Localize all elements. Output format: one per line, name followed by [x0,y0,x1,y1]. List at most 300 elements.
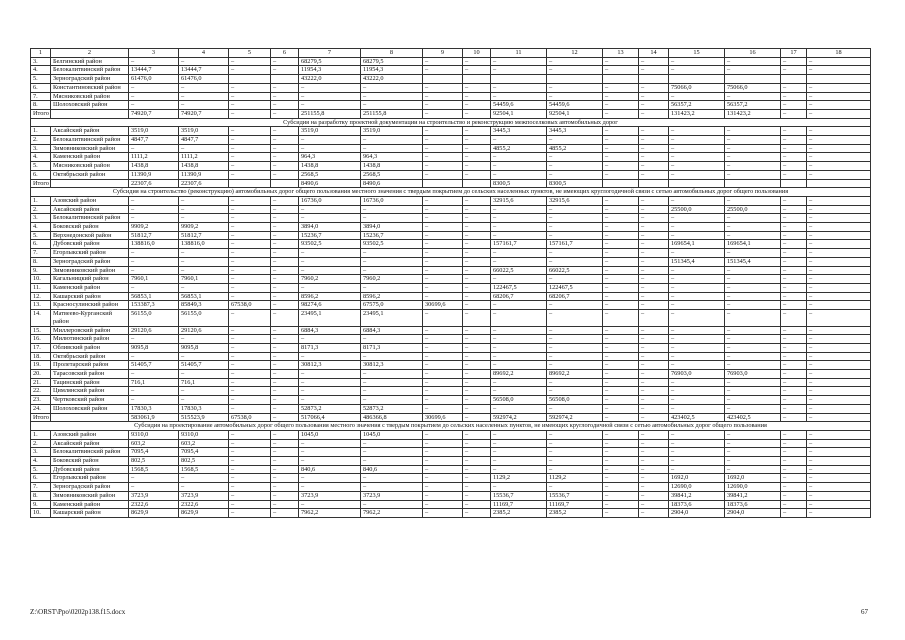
value-cell: – [725,352,781,361]
value-cell: 61476,0 [129,75,179,84]
row-number: 3. [31,144,51,153]
table-row [31,205,871,214]
value-cell: 251155,8 [299,109,361,118]
value-cell: – [271,465,299,474]
value-cell: – [299,457,361,466]
value-cell: 1111,2 [129,153,179,162]
value-cell: – [229,343,271,352]
value-cell: – [491,326,547,335]
value-cell: – [229,66,271,75]
value-cell: – [491,92,547,101]
value-cell: – [669,310,725,326]
value-cell: – [491,404,547,413]
value-cell: – [463,57,491,66]
value-cell: – [229,292,271,301]
value-cell: 11390,9 [179,170,229,179]
value-cell: 11954,3 [299,66,361,75]
value-cell: – [423,370,463,379]
value-cell: – [423,491,463,500]
value-cell: 138816,0 [179,240,229,249]
value-cell: – [669,361,725,370]
value-cell: – [129,396,179,405]
value-cell: 9909,2 [179,223,229,232]
value-cell: – [547,57,603,66]
value-cell: – [547,457,603,466]
value-cell: – [639,396,669,405]
value-cell: – [669,430,725,439]
value-cell: – [807,352,871,361]
value-cell: – [361,101,423,110]
district-name: Миллеровский район [51,326,129,335]
value-cell: 30812,3 [361,361,423,370]
value-cell: – [491,343,547,352]
value-cell: – [781,301,807,310]
row-number: 6. [31,474,51,483]
value-cell: 603,2 [179,439,229,448]
value-cell: – [423,57,463,66]
district-name: Дубовский район [51,240,129,249]
value-cell: 9095,8 [179,343,229,352]
value-cell: – [781,249,807,258]
value-cell: – [669,439,725,448]
table-row [31,483,871,492]
value-cell: 3894,0 [361,223,423,232]
value-cell: – [603,387,639,396]
value-cell: – [271,387,299,396]
district-name: Тарасовский район [51,370,129,379]
value-cell: – [463,326,491,335]
table-row [31,249,871,258]
value-cell: – [491,335,547,344]
table-row [31,387,871,396]
value-cell [603,179,639,188]
table-row [31,66,871,75]
value-cell: 22307,6 [179,179,229,188]
value-cell: – [423,170,463,179]
header-cell: 16 [725,49,781,58]
value-cell: – [725,196,781,205]
value-cell [639,179,669,188]
value-cell: – [669,352,725,361]
value-cell: – [669,266,725,275]
value-cell: – [603,109,639,118]
value-cell: – [603,310,639,326]
value-cell: – [463,310,491,326]
value-cell: – [807,430,871,439]
value-cell: – [229,223,271,232]
value-cell: – [603,205,639,214]
value-cell: – [603,249,639,258]
table-row [31,275,871,284]
value-cell: – [423,396,463,405]
value-cell: – [547,205,603,214]
value-cell: – [179,396,229,405]
value-cell: – [547,352,603,361]
value-cell: – [781,162,807,171]
value-cell: 1129,2 [491,474,547,483]
value-cell: – [271,352,299,361]
value-cell: – [229,101,271,110]
value-cell: – [807,509,871,518]
value-cell: – [491,465,547,474]
district-name [51,179,129,188]
value-cell: 66022,5 [547,266,603,275]
value-cell: – [423,92,463,101]
value-cell: – [129,144,179,153]
value-cell: 157161,7 [547,240,603,249]
row-number: 2. [31,439,51,448]
value-cell: – [725,266,781,275]
value-cell: 138816,0 [129,240,179,249]
district-name: Пролетарский район [51,361,129,370]
value-cell: – [639,335,669,344]
value-cell: – [229,92,271,101]
value-cell: – [423,223,463,232]
value-cell: – [547,483,603,492]
value-cell: 76903,0 [725,370,781,379]
value-cell: – [603,153,639,162]
value-cell: – [271,153,299,162]
value-cell: 56357,2 [725,101,781,110]
value-cell: – [179,257,229,266]
value-cell: 11390,9 [129,170,179,179]
row-number: 2. [31,205,51,214]
value-cell: – [807,249,871,258]
row-number: 5. [31,162,51,171]
value-cell: – [639,301,669,310]
row-number: 7. [31,249,51,258]
value-cell: – [229,170,271,179]
header-cell: 3 [129,49,179,58]
value-cell: – [423,404,463,413]
value-cell: – [639,162,669,171]
table-row [31,101,871,110]
value-cell: – [463,170,491,179]
value-cell: – [463,283,491,292]
value-cell: – [725,361,781,370]
value-cell: – [547,136,603,145]
value-cell: – [229,335,271,344]
value-cell: – [229,205,271,214]
table-row [31,370,871,379]
row-number: 6. [31,240,51,249]
value-cell: – [423,101,463,110]
value-cell: – [725,214,781,223]
value-cell: – [807,483,871,492]
value-cell: – [781,370,807,379]
value-cell: – [423,136,463,145]
value-cell: 7095,4 [129,448,179,457]
value-cell: – [271,396,299,405]
value-cell: – [129,249,179,258]
value-cell: – [491,223,547,232]
district-name: Чертковский район [51,396,129,405]
value-cell: – [361,92,423,101]
value-cell: 15236,7 [299,231,361,240]
value-cell: – [271,500,299,509]
value-cell: – [271,127,299,136]
value-cell: 1438,8 [299,162,361,171]
value-cell: – [781,474,807,483]
value-cell: – [639,310,669,326]
value-cell: – [807,439,871,448]
district-name: Зерноградский район [51,257,129,266]
value-cell: – [463,240,491,249]
value-cell: – [463,378,491,387]
value-cell: – [271,335,299,344]
value-cell: – [603,196,639,205]
value-cell: – [807,214,871,223]
value-cell: – [463,196,491,205]
value-cell: – [807,170,871,179]
value-cell: 18373,6 [669,500,725,509]
value-cell: – [781,205,807,214]
value-cell: – [725,404,781,413]
row-number: 1. [31,196,51,205]
value-cell: – [547,439,603,448]
value-cell: 1129,2 [547,474,603,483]
district-name: Мясниковский район [51,92,129,101]
value-cell: – [271,343,299,352]
value-cell: – [807,310,871,326]
value-cell: – [807,335,871,344]
value-cell: – [129,483,179,492]
value-cell: – [781,153,807,162]
value-cell: – [423,448,463,457]
value-cell: – [669,170,725,179]
value-cell: 39841,2 [669,491,725,500]
value-cell: – [423,500,463,509]
value-cell: – [669,127,725,136]
value-cell [781,179,807,188]
value-cell: – [547,378,603,387]
value-cell: – [129,370,179,379]
row-number: 9. [31,266,51,275]
value-cell: – [299,378,361,387]
value-cell [603,75,639,84]
value-cell: – [547,162,603,171]
value-cell: 89692,2 [491,370,547,379]
value-cell: 25500,0 [725,205,781,214]
value-cell: – [669,457,725,466]
value-cell: – [361,396,423,405]
value-cell: – [463,214,491,223]
row-number: 2. [31,136,51,145]
value-cell: – [423,127,463,136]
value-cell: – [807,326,871,335]
value-cell: – [229,162,271,171]
value-cell: – [423,352,463,361]
value-cell: – [299,214,361,223]
district-name: Верхнедонской район [51,231,129,240]
value-cell: – [603,170,639,179]
value-cell: – [807,92,871,101]
value-cell: – [361,144,423,153]
value-cell: – [491,83,547,92]
value-cell: – [491,153,547,162]
value-cell: – [179,483,229,492]
value-cell: 2322,6 [179,500,229,509]
value-cell: – [781,257,807,266]
value-cell: – [547,249,603,258]
value-cell: – [603,483,639,492]
row-number: 1. [31,127,51,136]
value-cell: – [423,205,463,214]
value-cell: – [463,396,491,405]
value-cell: – [491,57,547,66]
value-cell: 56853,1 [179,292,229,301]
value-cell: – [547,343,603,352]
value-cell: 2568,5 [299,170,361,179]
value-cell: 1438,8 [129,162,179,171]
value-cell: – [807,448,871,457]
value-cell: – [781,343,807,352]
value-cell: 3519,0 [179,127,229,136]
value-cell: – [463,343,491,352]
value-cell: – [299,387,361,396]
value-cell: – [639,92,669,101]
header-cell: 8 [361,49,423,58]
value-cell: – [639,205,669,214]
value-cell: – [463,257,491,266]
value-cell: – [807,162,871,171]
value-cell: – [423,257,463,266]
value-cell: 8171,3 [361,343,423,352]
value-cell [229,179,271,188]
table-row [31,83,871,92]
value-cell: – [781,378,807,387]
value-cell: – [603,214,639,223]
value-cell: 1568,5 [179,465,229,474]
value-cell: – [491,66,547,75]
value-cell: – [781,396,807,405]
table-row [31,231,871,240]
value-cell: – [603,240,639,249]
value-cell: 75066,0 [669,83,725,92]
district-name: Зимовниковский район [51,144,129,153]
value-cell: – [547,430,603,439]
value-cell: 56508,0 [547,396,603,405]
value-cell: – [725,127,781,136]
value-cell: – [781,196,807,205]
value-cell: – [639,378,669,387]
district-name: Октябрьский район [51,352,129,361]
value-cell: – [271,361,299,370]
header-cell: 1 [31,49,51,58]
row-number: 24. [31,404,51,413]
value-cell: 67538,0 [229,413,271,422]
value-cell: – [361,266,423,275]
value-cell: – [491,448,547,457]
value-cell: – [807,57,871,66]
district-name: Каменский район [51,283,129,292]
value-cell: – [603,509,639,518]
value-cell: 22307,6 [129,179,179,188]
value-cell [463,179,491,188]
value-cell: – [639,109,669,118]
value-cell: – [423,231,463,240]
value-cell: – [271,491,299,500]
value-cell: – [463,352,491,361]
value-cell: – [639,66,669,75]
table-row [31,57,871,66]
value-cell: – [781,483,807,492]
value-cell: – [463,101,491,110]
district-name [51,109,129,118]
value-cell: – [669,214,725,223]
value-cell: 3723,9 [179,491,229,500]
value-cell: – [463,66,491,75]
table-row [31,75,871,84]
value-cell: – [603,275,639,284]
value-cell: – [229,136,271,145]
value-cell: – [669,223,725,232]
value-cell: 3519,0 [361,127,423,136]
value-cell: 15536,7 [491,491,547,500]
value-cell: – [229,109,271,118]
value-cell: – [129,92,179,101]
value-cell: 517066,4 [299,413,361,422]
value-cell: – [781,292,807,301]
district-name: Красносулинский район [51,301,129,310]
value-cell: – [725,57,781,66]
value-cell: – [271,231,299,240]
value-cell: 2568,5 [361,170,423,179]
district-name: Белокалитвинский район [51,448,129,457]
value-cell: – [491,162,547,171]
value-cell: – [639,509,669,518]
district-name: Аксайский район [51,439,129,448]
value-cell: – [463,162,491,171]
header-cell: 9 [423,49,463,58]
value-cell: 9310,0 [129,430,179,439]
value-cell: – [423,439,463,448]
value-cell: 51812,7 [129,231,179,240]
value-cell: – [271,474,299,483]
value-cell: – [491,275,547,284]
value-cell: – [229,430,271,439]
value-cell: – [725,231,781,240]
table-row [31,335,871,344]
value-cell: – [669,465,725,474]
row-number: 10. [31,275,51,284]
value-cell: – [639,170,669,179]
value-cell: – [807,153,871,162]
value-cell: 17830,3 [129,404,179,413]
value-cell: 1045,0 [299,430,361,439]
row-number: 6. [31,83,51,92]
value-cell [229,75,271,84]
value-cell: – [463,301,491,310]
row-number: 8. [31,257,51,266]
value-cell: – [423,310,463,326]
value-cell: – [463,509,491,518]
value-cell [725,75,781,84]
row-number: 4. [31,223,51,232]
value-cell: – [807,301,871,310]
table-row [31,491,871,500]
value-cell: – [463,387,491,396]
value-cell: – [603,370,639,379]
value-cell: – [271,310,299,326]
value-cell: – [725,301,781,310]
value-cell: – [725,249,781,258]
value-cell: – [603,335,639,344]
value-cell: 1568,5 [129,465,179,474]
value-cell: 3445,3 [547,127,603,136]
value-cell: 6884,3 [299,326,361,335]
value-cell: – [781,66,807,75]
